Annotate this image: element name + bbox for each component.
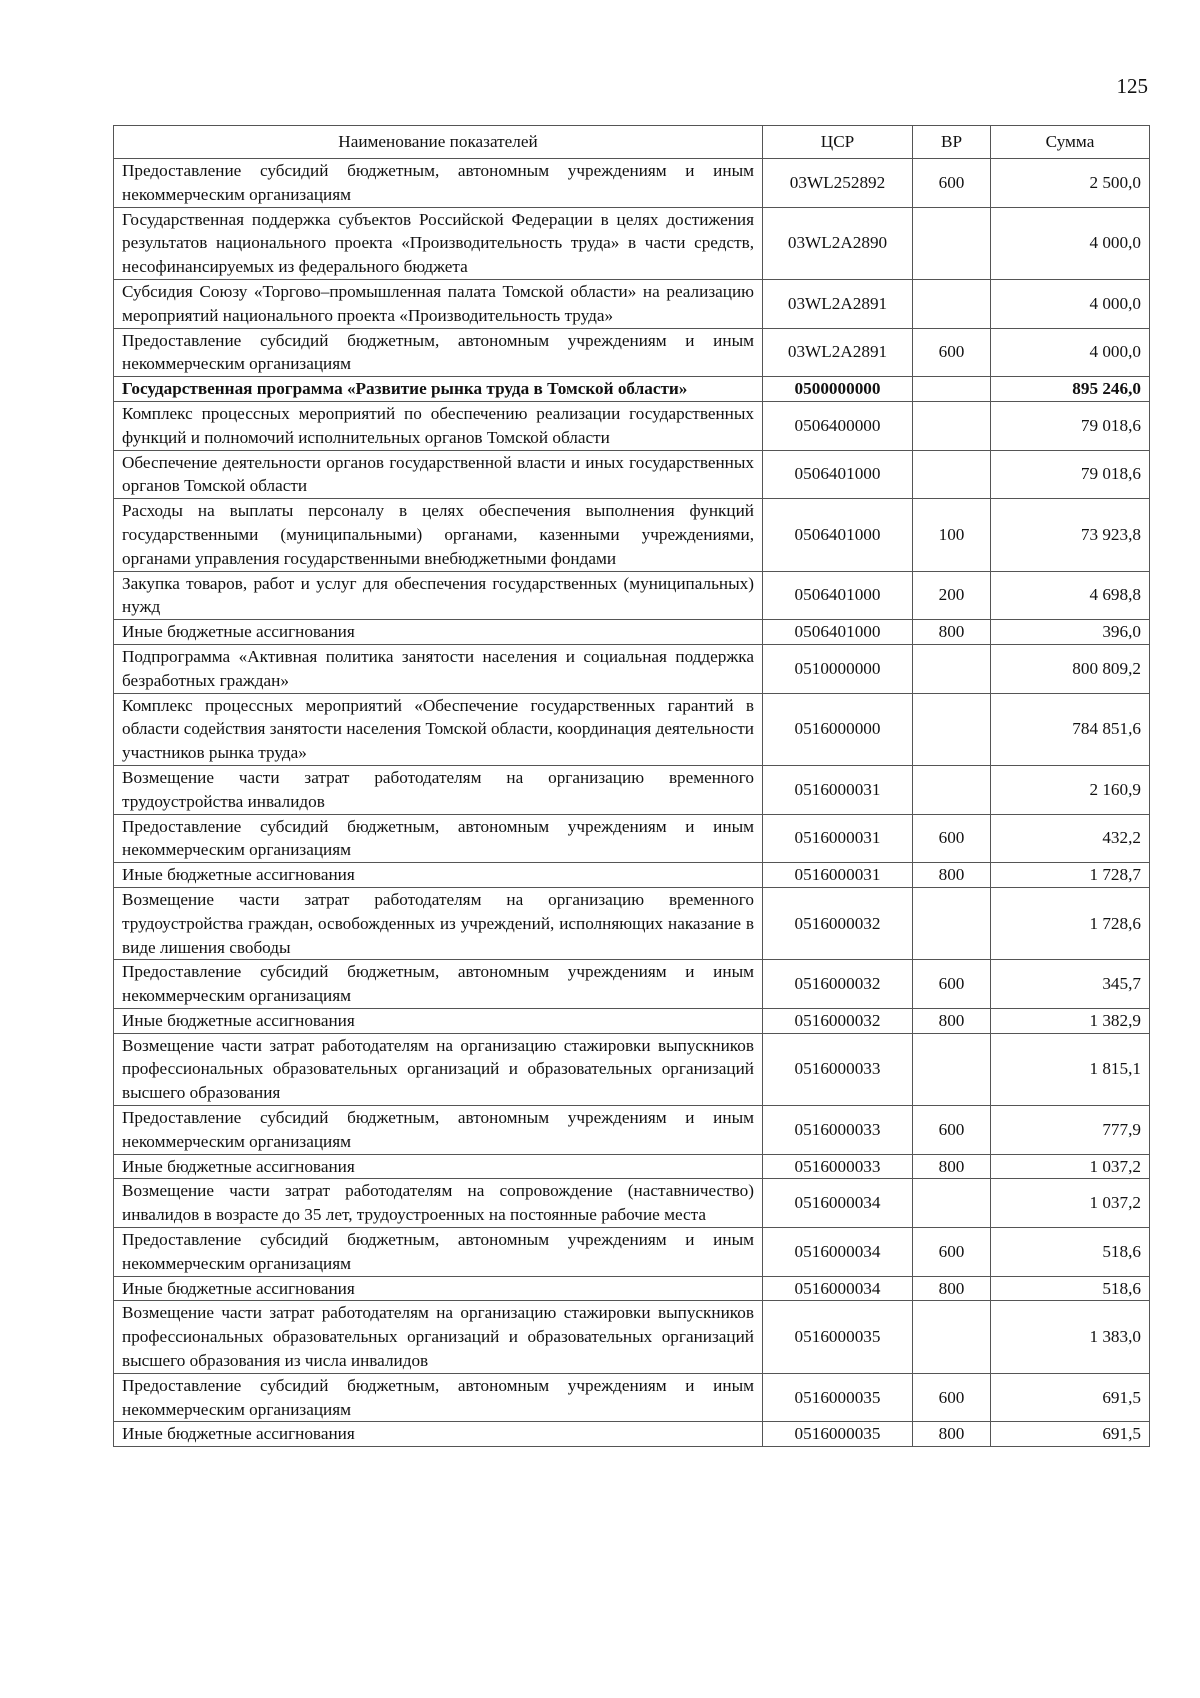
cell-sum: 1 382,9: [991, 1008, 1150, 1033]
header-sum: Сумма: [991, 126, 1150, 159]
cell-sum: 345,7: [991, 960, 1150, 1009]
cell-sum: 518,6: [991, 1276, 1150, 1301]
cell-sum: 2 160,9: [991, 765, 1150, 814]
cell-vr: [913, 1179, 991, 1228]
cell-csr: 03WL2A2890: [763, 207, 913, 279]
cell-csr: 0506401000: [763, 571, 913, 620]
cell-csr: 0516000035: [763, 1422, 913, 1447]
cell-vr: 800: [913, 863, 991, 888]
table-row: [114, 620, 1150, 645]
cell-csr: 0516000033: [763, 1033, 913, 1105]
cell-name: Расходы на выплаты персоналу в целях обеспечения выполнения функций государственными (муниципальными) органами, казенными учреждениями, органами управления государственными внебюджетными фондами: [114, 499, 763, 571]
cell-name: Иные бюджетные ассигнования: [114, 620, 763, 645]
cell-vr: [913, 1301, 991, 1373]
table-body: [114, 159, 1150, 1447]
cell-sum: 2 500,0: [991, 159, 1150, 208]
cell-sum: 777,9: [991, 1106, 1150, 1155]
cell-csr: 0516000032: [763, 960, 913, 1009]
header-csr: ЦСР: [763, 126, 913, 159]
table-header-row: [114, 126, 1150, 159]
cell-sum: 800 809,2: [991, 644, 1150, 693]
cell-csr: 03WL252892: [763, 159, 913, 208]
table-row: [114, 644, 1150, 693]
cell-vr: 100: [913, 499, 991, 571]
cell-sum: 1 383,0: [991, 1301, 1150, 1373]
cell-vr: 800: [913, 1154, 991, 1179]
cell-sum: 4 000,0: [991, 279, 1150, 328]
cell-sum: 895 246,0: [991, 377, 1150, 402]
cell-csr: 0516000034: [763, 1276, 913, 1301]
table-row: [114, 450, 1150, 499]
cell-csr: 0516000031: [763, 863, 913, 888]
cell-name: Предоставление субсидий бюджетным, автономным учреждениям и иным некоммерческим организациям: [114, 1106, 763, 1155]
page-number: 125: [1116, 74, 1148, 98]
table-row: [114, 1008, 1150, 1033]
cell-vr: [913, 450, 991, 499]
cell-csr: 0516000032: [763, 887, 913, 959]
cell-csr: 0506401000: [763, 450, 913, 499]
cell-sum: 73 923,8: [991, 499, 1150, 571]
header-vr: ВР: [913, 126, 991, 159]
table-row: [114, 1106, 1150, 1155]
table-row: [114, 571, 1150, 620]
cell-name: Возмещение части затрат работодателям на организацию временного трудоустройства инвалидов: [114, 765, 763, 814]
cell-csr: 0516000035: [763, 1373, 913, 1422]
cell-sum: 4 000,0: [991, 328, 1150, 377]
cell-csr: 0510000000: [763, 644, 913, 693]
table-row: [114, 887, 1150, 959]
cell-vr: [913, 279, 991, 328]
cell-name: Иные бюджетные ассигнования: [114, 1008, 763, 1033]
cell-sum: 518,6: [991, 1228, 1150, 1277]
cell-vr: 800: [913, 620, 991, 645]
cell-sum: 1 037,2: [991, 1154, 1150, 1179]
cell-sum: 784 851,6: [991, 693, 1150, 765]
cell-name: Обеспечение деятельности органов государственной власти и иных государственных органов Томской области: [114, 450, 763, 499]
cell-sum: 1 037,2: [991, 1179, 1150, 1228]
cell-csr: 03WL2A2891: [763, 279, 913, 328]
cell-csr: 0506401000: [763, 499, 913, 571]
cell-csr: 0516000031: [763, 814, 913, 863]
cell-vr: [913, 887, 991, 959]
table-row: [114, 159, 1150, 208]
table-row: [114, 1373, 1150, 1422]
table-row: [114, 863, 1150, 888]
cell-vr: [913, 377, 991, 402]
cell-csr: 03WL2A2891: [763, 328, 913, 377]
cell-name: Предоставление субсидий бюджетным, автономным учреждениям и иным некоммерческим организациям: [114, 1373, 763, 1422]
cell-vr: 800: [913, 1422, 991, 1447]
cell-csr: 0516000035: [763, 1301, 913, 1373]
cell-name: Предоставление субсидий бюджетным, автономным учреждениям и иным некоммерческим организациям: [114, 328, 763, 377]
cell-name: Возмещение части затрат работодателям на организацию стажировки выпускников профессиональных образовательных организаций и образовательных организаций высшего образования: [114, 1033, 763, 1105]
cell-name: Предоставление субсидий бюджетным, автономным учреждениям и иным некоммерческим организациям: [114, 159, 763, 208]
cell-name: Государственная поддержка субъектов Российской Федерации в целях достижения результатов национального проекта «Производительность труда» в части средств, несофинансируемых из федерального бюджета: [114, 207, 763, 279]
cell-vr: [913, 207, 991, 279]
table-row: [114, 960, 1150, 1009]
cell-csr: 0516000034: [763, 1228, 913, 1277]
cell-vr: 800: [913, 1276, 991, 1301]
cell-csr: 0516000034: [763, 1179, 913, 1228]
cell-sum: 396,0: [991, 620, 1150, 645]
cell-csr: 0506401000: [763, 620, 913, 645]
cell-sum: 79 018,6: [991, 450, 1150, 499]
cell-sum: 4 000,0: [991, 207, 1150, 279]
cell-name: Закупка товаров, работ и услуг для обеспечения государственных (муниципальных) нужд: [114, 571, 763, 620]
cell-name: Иные бюджетные ассигнования: [114, 1422, 763, 1447]
cell-name: Предоставление субсидий бюджетным, автономным учреждениям и иным некоммерческим организациям: [114, 814, 763, 863]
cell-vr: 600: [913, 1373, 991, 1422]
table-row: [114, 1179, 1150, 1228]
cell-name: Государственная программа «Развитие рынка труда в Томской области»: [114, 377, 763, 402]
table-row: [114, 401, 1150, 450]
cell-csr: 0500000000: [763, 377, 913, 402]
cell-vr: 800: [913, 1008, 991, 1033]
table-row: [114, 693, 1150, 765]
cell-vr: [913, 1033, 991, 1105]
cell-csr: 0516000033: [763, 1106, 913, 1155]
table-row: [114, 207, 1150, 279]
cell-csr: 0516000033: [763, 1154, 913, 1179]
cell-name: Иные бюджетные ассигнования: [114, 1276, 763, 1301]
table-row: [114, 377, 1150, 402]
cell-name: Иные бюджетные ассигнования: [114, 1154, 763, 1179]
header-name: Наименование показателей: [114, 126, 763, 159]
cell-sum: 691,5: [991, 1373, 1150, 1422]
cell-csr: 0516000000: [763, 693, 913, 765]
table-row: [114, 499, 1150, 571]
cell-sum: 432,2: [991, 814, 1150, 863]
table-row: [114, 765, 1150, 814]
cell-vr: 600: [913, 814, 991, 863]
table-row: [114, 814, 1150, 863]
cell-sum: 1 728,7: [991, 863, 1150, 888]
table-row: [114, 1422, 1150, 1447]
table-row: [114, 1228, 1150, 1277]
cell-vr: 600: [913, 159, 991, 208]
table-row: [114, 1154, 1150, 1179]
budget-table: [113, 125, 1150, 1447]
cell-vr: [913, 644, 991, 693]
cell-name: Комплекс процессных мероприятий по обеспечению реализации государственных функций и полномочий исполнительных органов Томской области: [114, 401, 763, 450]
cell-sum: 1 728,6: [991, 887, 1150, 959]
cell-csr: 0506400000: [763, 401, 913, 450]
cell-name: Возмещение части затрат работодателям на организацию временного трудоустройства граждан, освобожденных из учреждений, исполняющих наказание в виде лишения свободы: [114, 887, 763, 959]
table-row: [114, 328, 1150, 377]
cell-name: Возмещение части затрат работодателям на организацию стажировки выпускников профессиональных образовательных организаций и образовательных организаций высшего образования из числа инвалидов: [114, 1301, 763, 1373]
cell-vr: [913, 401, 991, 450]
cell-name: Субсидия Союзу «Торгово–промышленная палата Томской области» на реализацию мероприятий национального проекта «Производительность труда»: [114, 279, 763, 328]
cell-vr: [913, 693, 991, 765]
cell-sum: 691,5: [991, 1422, 1150, 1447]
table-row: [114, 1033, 1150, 1105]
cell-vr: [913, 765, 991, 814]
cell-sum: 4 698,8: [991, 571, 1150, 620]
cell-name: Комплекс процессных мероприятий «Обеспечение государственных гарантий в области содействия занятости населения Томской области, координация деятельности участников рынка труда»: [114, 693, 763, 765]
cell-sum: 1 815,1: [991, 1033, 1150, 1105]
cell-csr: 0516000031: [763, 765, 913, 814]
cell-vr: 600: [913, 1106, 991, 1155]
table-row: [114, 279, 1150, 328]
cell-vr: 600: [913, 328, 991, 377]
cell-name: Подпрограмма «Активная политика занятости населения и социальная поддержка безработных граждан»: [114, 644, 763, 693]
table-row: [114, 1276, 1150, 1301]
cell-vr: 600: [913, 960, 991, 1009]
cell-name: Возмещение части затрат работодателям на сопровождение (наставничество) инвалидов в возрасте до 35 лет, трудоустроенных на постоянные рабочие места: [114, 1179, 763, 1228]
cell-csr: 0516000032: [763, 1008, 913, 1033]
cell-name: Иные бюджетные ассигнования: [114, 863, 763, 888]
cell-vr: 600: [913, 1228, 991, 1277]
table-row: [114, 1301, 1150, 1373]
cell-vr: 200: [913, 571, 991, 620]
cell-name: Предоставление субсидий бюджетным, автономным учреждениям и иным некоммерческим организациям: [114, 960, 763, 1009]
cell-name: Предоставление субсидий бюджетным, автономным учреждениям и иным некоммерческим организациям: [114, 1228, 763, 1277]
cell-sum: 79 018,6: [991, 401, 1150, 450]
